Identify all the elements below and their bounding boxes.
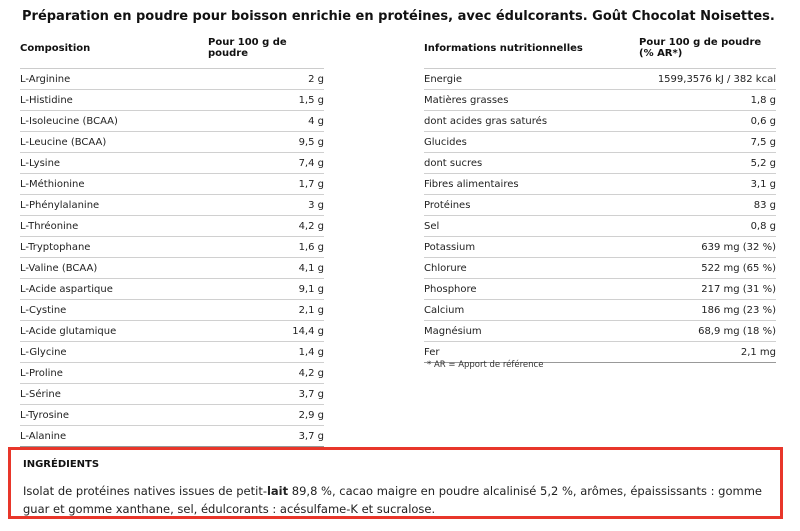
nutrition-row	[424, 174, 776, 195]
nutrition-row-label: dont sucres	[424, 157, 483, 169]
nutrition-row-value: 0,6 g	[750, 115, 776, 127]
nutrition-header-label: Informations nutritionnelles	[424, 43, 583, 54]
nutrition-row-value: 1,8 g	[750, 94, 776, 106]
nutrition-table-header	[424, 36, 776, 69]
composition-row-value: 2,9 g	[298, 409, 324, 421]
composition-row-value: 1,5 g	[298, 94, 324, 106]
nutrition-row	[424, 195, 776, 216]
nutrition-row-label: Glucides	[424, 136, 467, 148]
composition-row	[20, 363, 324, 384]
nutrition-row	[424, 237, 776, 258]
composition-row	[20, 237, 324, 258]
nutrition-row-label: Energie	[424, 73, 463, 85]
composition-row-label: L-Lysine	[20, 157, 61, 169]
composition-row	[20, 132, 324, 153]
nutrition-row-value: 5,2 g	[750, 157, 776, 169]
composition-row-label: L-Proline	[20, 367, 63, 379]
nutrition-row-value: 1599,3576 kJ / 382 kcal	[657, 73, 776, 85]
composition-row	[20, 90, 324, 111]
nutrition-row-label: Fer	[424, 346, 440, 358]
composition-row-value: 4 g	[308, 115, 324, 127]
composition-header-value: Pour 100 g de poudre	[208, 37, 287, 59]
composition-row	[20, 342, 324, 363]
nutrition-row	[424, 321, 776, 342]
ingredients-title: INGRÉDIENTS	[23, 459, 100, 470]
nutrition-row-value: 639 mg (32 %)	[701, 241, 776, 253]
nutrition-row-value: 2,1 mg	[740, 346, 776, 358]
composition-row-value: 3,7 g	[298, 430, 324, 442]
nutrition-row	[424, 300, 776, 321]
composition-row-label: L-Phénylalanine	[20, 199, 100, 211]
nutrition-row-label: Matières grasses	[424, 94, 509, 106]
composition-row-value: 3,7 g	[298, 388, 324, 400]
nutrition-row-label: Fibres alimentaires	[424, 178, 519, 190]
composition-table-header	[20, 36, 324, 69]
composition-row-label: L-Tryptophane	[20, 241, 91, 253]
composition-row-value: 3 g	[308, 199, 324, 211]
reference-footnote: * AR = Apport de référence	[427, 360, 544, 370]
composition-row	[20, 279, 324, 300]
nutrition-row	[424, 132, 776, 153]
composition-row-label: L-Alanine	[20, 430, 67, 442]
nutrition-header-value: Pour 100 g de poudre (% AR*)	[639, 37, 762, 59]
composition-row-value: 9,5 g	[298, 136, 324, 148]
composition-row	[20, 174, 324, 195]
composition-row-label: L-Arginine	[20, 73, 71, 85]
composition-row-value: 14,4 g	[292, 325, 324, 337]
nutrition-row	[424, 216, 776, 237]
nutrition-row-value: 3,1 g	[750, 178, 776, 190]
composition-row-label: L-Sérine	[20, 388, 61, 400]
composition-row	[20, 300, 324, 321]
composition-row	[20, 384, 324, 405]
ingredients-box	[8, 447, 783, 519]
nutrition-row-value: 522 mg (65 %)	[701, 262, 776, 274]
composition-row-label: L-Acide aspartique	[20, 283, 113, 295]
composition-row-value: 1,6 g	[298, 241, 324, 253]
composition-row-label: L-Isoleucine (BCAA)	[20, 115, 118, 127]
ingredients-text	[23, 482, 774, 518]
composition-row-label: L-Thréonine	[20, 220, 79, 232]
nutrition-row-value: 83 g	[753, 199, 776, 211]
composition-row	[20, 426, 324, 447]
ingredients-text-end: 89,8 %, cacao maigre en poudre alcalinisé 5,2 %, arômes, épaississants : gomme guar et gomme xanthane, sel, édulcorants : acésulfame-K et sucralose.	[23, 484, 762, 516]
page-title: Préparation en poudre pour boisson enrichie en protéines, avec édulcorants. Goût Chocolat Noisettes.	[22, 9, 775, 24]
nutrition-row-value: 217 mg (31 %)	[701, 283, 776, 295]
composition-row	[20, 153, 324, 174]
nutrition-row-label: Magnésium	[424, 325, 482, 337]
composition-row-value: 4,1 g	[298, 262, 324, 274]
nutrition-row-label: Chlorure	[424, 262, 467, 274]
composition-row-label: L-Leucine (BCAA)	[20, 136, 107, 148]
composition-row-label: L-Glycine	[20, 346, 67, 358]
nutrition-row	[424, 258, 776, 279]
composition-row	[20, 111, 324, 132]
nutrition-row-label: Potassium	[424, 241, 476, 253]
nutrition-row-value: 186 mg (23 %)	[701, 304, 776, 316]
composition-row-label: L-Tyrosine	[20, 409, 70, 421]
composition-row-value: 1,4 g	[298, 346, 324, 358]
composition-table	[20, 36, 324, 447]
composition-row-value: 2 g	[308, 73, 324, 85]
nutrition-row-value: 0,8 g	[750, 220, 776, 232]
nutrition-row-value: 7,5 g	[750, 136, 776, 148]
composition-row	[20, 195, 324, 216]
composition-row-value: 2,1 g	[298, 304, 324, 316]
nutrition-row	[424, 90, 776, 111]
composition-row-label: L-Valine (BCAA)	[20, 262, 98, 274]
composition-row	[20, 321, 324, 342]
composition-header-label: Composition	[20, 43, 91, 54]
composition-row-value: 7,4 g	[298, 157, 324, 169]
nutrition-row-label: dont acides gras saturés	[424, 115, 548, 127]
nutrition-row	[424, 111, 776, 132]
composition-row	[20, 216, 324, 237]
nutrition-row	[424, 69, 776, 90]
composition-row-value: 9,1 g	[298, 283, 324, 295]
composition-row-label: L-Histidine	[20, 94, 73, 106]
nutrition-row-label: Protéines	[424, 199, 471, 211]
nutrition-row-label: Calcium	[424, 304, 465, 316]
ingredients-text-allergen: lait	[266, 484, 289, 498]
ingredients-text-start: Isolat de protéines natives issues de petit-	[23, 484, 267, 498]
nutrition-row-label: Sel	[424, 220, 440, 232]
nutrition-row	[424, 279, 776, 300]
composition-row-label: L-Cystine	[20, 304, 67, 316]
composition-row-label: L-Méthionine	[20, 178, 85, 190]
composition-row	[20, 69, 324, 90]
nutrition-row-value: 68,9 mg (18 %)	[698, 325, 776, 337]
composition-row-value: 4,2 g	[298, 220, 324, 232]
nutrition-table	[424, 36, 776, 363]
composition-row-value: 1,7 g	[298, 178, 324, 190]
composition-row-label: L-Acide glutamique	[20, 325, 117, 337]
nutrition-row-label: Phosphore	[424, 283, 477, 295]
composition-rows	[20, 69, 324, 447]
nutrition-row	[424, 153, 776, 174]
composition-row	[20, 258, 324, 279]
nutrition-rows	[424, 69, 776, 363]
composition-row	[20, 405, 324, 426]
composition-row-value: 4,2 g	[298, 367, 324, 379]
